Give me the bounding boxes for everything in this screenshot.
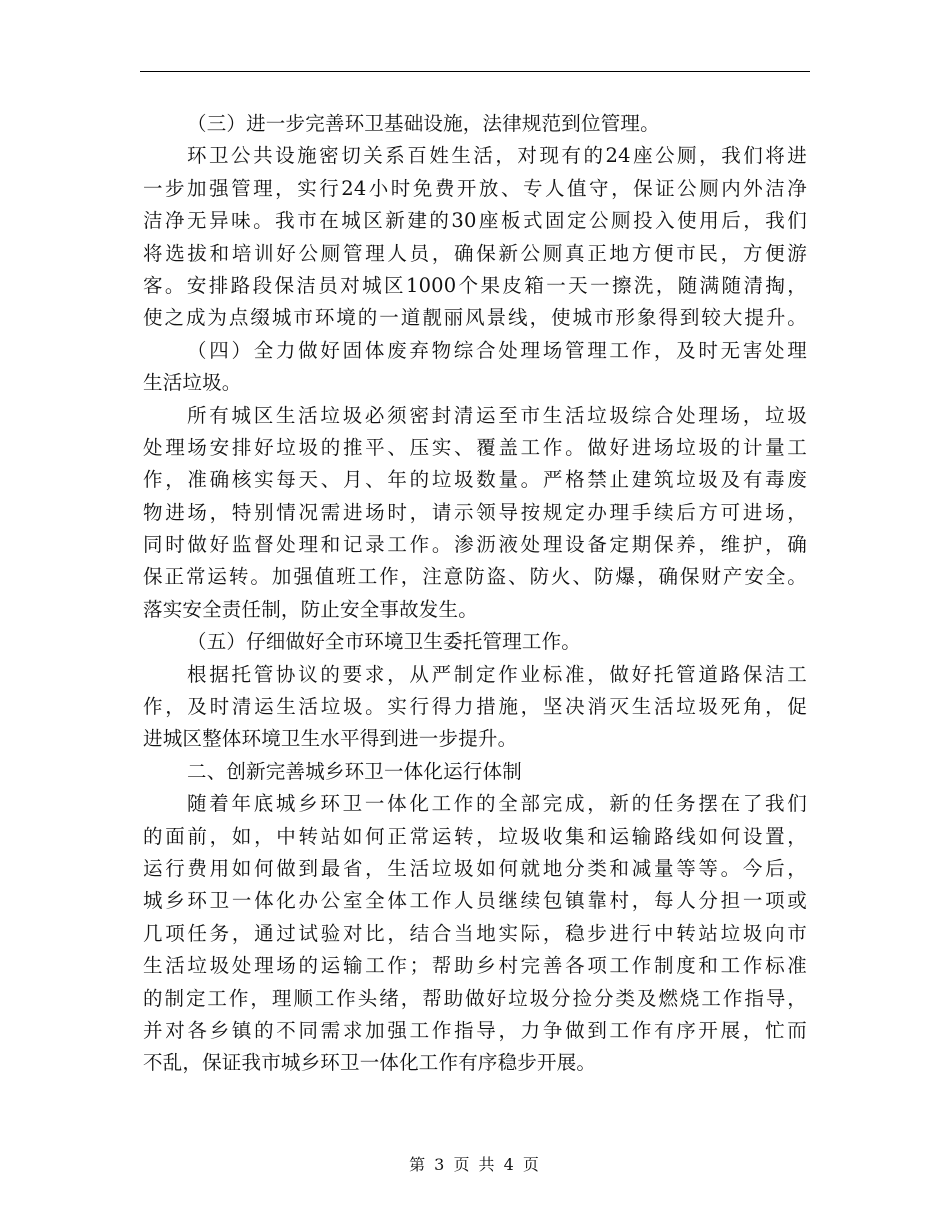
text-line: 城乡环卫一体化办公室全体工作人员继续包镇靠村，每人分担一项或 bbox=[143, 889, 807, 913]
text-line: （四）全力做好固体废弃物综合处理场管理工作，及时无害处理 bbox=[187, 338, 807, 362]
text-line: 生活垃圾。 bbox=[143, 371, 242, 395]
text-line: 几项任务，通过试验对比，结合当地实际，稳步进行中转站垃圾向市 bbox=[143, 921, 807, 945]
text-line: 物进场，特别情况需进场时，请示领导按规定办理手续后方可进场， bbox=[143, 500, 807, 524]
text-line: 进城区整体环境卫生水平得到进一步提升。 bbox=[143, 727, 518, 751]
text-line: 的制定工作，理顺工作头绪，帮助做好垃圾分捡分类及燃烧工作指导， bbox=[143, 986, 807, 1010]
text-line: 二、创新完善城乡环卫一体化运行体制 bbox=[187, 759, 522, 783]
text-line: 洁净无异味。我市在城区新建的30座板式固定公厕投入使用后，我们 bbox=[143, 209, 807, 233]
text-line: 根据托管协议的要求，从严制定作业标准，做好托管道路保洁工 bbox=[187, 662, 807, 686]
body-text bbox=[143, 108, 807, 1080]
text-line: 将选拔和培训好公厕管理人员，确保新公厕真正地方便市民，方便游 bbox=[143, 241, 807, 265]
text-line: 生活垃圾处理场的运输工作；帮助乡村完善各项工作制度和工作标准 bbox=[143, 954, 807, 978]
text-line: 使之成为点缀城市环境的一道靓丽风景线，使城市形象得到较大提升。 bbox=[143, 306, 807, 330]
text-line: 一步加强管理，实行24小时免费开放、专人值守，保证公厕内外洁净 bbox=[143, 176, 807, 200]
text-line: 随着年底城乡环卫一体化工作的全部完成，新的任务摆在了我们 bbox=[187, 792, 807, 816]
text-line: （三）进一步完善环卫基础设施，法律规范到位管理。 bbox=[187, 112, 660, 135]
text-line: （五）仔细做好全市环境卫生委托管理工作。 bbox=[187, 630, 582, 654]
header-rule bbox=[140, 71, 810, 72]
text-line: 同时做好监督处理和记录工作。渗沥液处理设备定期保养，维护，确 bbox=[143, 533, 807, 557]
page-footer: 第 3 页 共 4 页 bbox=[409, 1155, 541, 1174]
text-line: 保正常运转。加强值班工作，注意防盗、防火、防爆，确保财产安全。 bbox=[143, 565, 807, 589]
text-line: 的面前，如，中转站如何正常运转，垃圾收集和运输路线如何设置， bbox=[143, 824, 807, 848]
text-line: 所有城区生活垃圾必须密封清运至市生活垃圾综合处理场，垃圾 bbox=[187, 403, 807, 427]
text-line: 作，准确核实每天、月、年的垃圾数量。严格禁止建筑垃圾及有毒废 bbox=[143, 468, 807, 492]
text-line: 运行费用如何做到最省，生活垃圾如何就地分类和减量等等。今后， bbox=[143, 856, 807, 880]
text-line: 处理场安排好垃圾的推平、压实、覆盖工作。做好进场垃圾的计量工 bbox=[143, 435, 807, 459]
text-line: 客。安排路段保洁员对城区1000个果皮箱一天一擦洗，随满随清掏， bbox=[143, 273, 807, 297]
text-line: 不乱，保证我市城乡环卫一体化工作有序稳步开展。 bbox=[143, 1051, 597, 1075]
text-line: 环卫公共设施密切关系百姓生活，对现有的24座公厕，我们将进 bbox=[187, 144, 807, 168]
text-line: 并对各乡镇的不同需求加强工作指导，力争做到工作有序开展，忙而 bbox=[143, 1018, 807, 1042]
text-line: 落实安全责任制，防止安全事故发生。 bbox=[143, 597, 478, 621]
text-line: 作，及时清运生活垃圾。实行得力措施，坚决消灭生活垃圾死角，促 bbox=[143, 695, 807, 719]
